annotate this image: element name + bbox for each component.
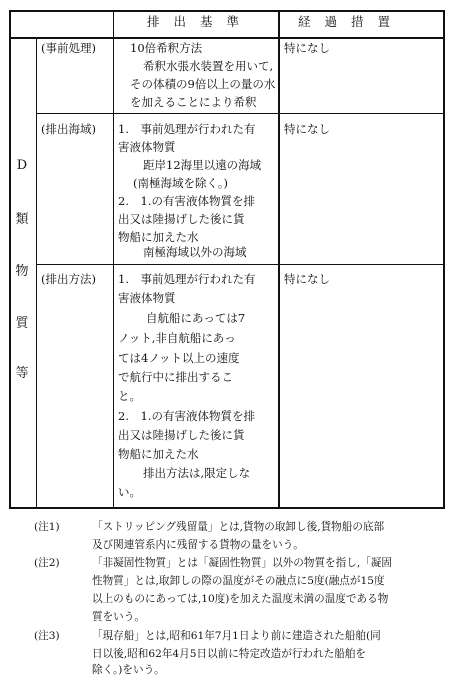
category-char-shitsu: 質 <box>15 316 29 331</box>
label-column-divider <box>113 12 114 507</box>
row-area-label: (排出海域) <box>41 122 96 136</box>
row-method-label: (排出方法) <box>41 272 96 286</box>
row-area-standard-line: 1. 事前処理が行われた有 <box>118 122 256 136</box>
header-standard: 排出基準 <box>147 14 254 29</box>
row-area-standard-line: 物船に加えた水 <box>118 230 199 244</box>
row-method-standard-line: 自航船にあっては7 <box>146 311 246 325</box>
note-3-label: (注3) <box>34 630 60 642</box>
row-method-standard-line: 2. 1.の有害液体物質を排 <box>118 409 255 423</box>
row-method-standard-line: ては4ノット以上の速度 <box>118 351 240 365</box>
note-2-line: 質をいう。 <box>92 611 145 623</box>
note-3-line: 日以後,昭和62年4月5日以前に特定改造が行われた船舶を <box>92 648 366 660</box>
row-area-standard-line: 2. 1.の有害液体物質を排 <box>118 194 255 208</box>
note-1-line: 「ストリッピング残留量」とは,貨物の取卸し後,貨物船の底部 <box>92 521 385 533</box>
row-method-standard-line: と。 <box>118 389 141 403</box>
row-pre-standard-line: 希釈水張水装置を用いて, <box>143 59 274 73</box>
note-2-line: 以上のものにあっては,10度)を加えた温度未満の温度である物 <box>92 593 389 605</box>
category-char-rui: 類 <box>15 212 29 227</box>
note-1-line: 及び関連管系内に残留する貨物の量をいう。 <box>92 539 304 551</box>
row-method-standard-line: 物船に加えた水 <box>118 447 199 461</box>
row-area-standard-line: 出又は陸揚げした後に貨 <box>118 212 245 226</box>
row-area-standard-line: 南極海域以外の海域 <box>143 245 247 259</box>
note-2-label: (注2) <box>34 557 60 569</box>
row-pre-standard-line: 10倍希釈方法 <box>130 41 203 55</box>
category-letter-d: D <box>16 158 28 173</box>
row-divider-2 <box>36 264 443 265</box>
note-3-line: 除く。)をいう。 <box>92 664 165 676</box>
row-method-standard-line: ノット,非自航船にあっ <box>118 331 236 345</box>
category-char-butsu: 物 <box>15 264 29 279</box>
category-char-tou: 等 <box>15 366 29 381</box>
row-area-standard-line: 距岸12海里以遠の海域 <box>143 158 262 172</box>
standard-column-divider <box>278 12 280 507</box>
row-pre-standard-line: その体積の9倍以上の量の水 <box>130 77 276 91</box>
note-3-line: 「現存船」とは,昭和61年7月1日より前に建造された船舶(同 <box>92 630 381 642</box>
row-method-standard-line: い。 <box>118 485 141 499</box>
row-method-standard-line: 害液体物質 <box>118 291 176 305</box>
row-area-transition: 特になし <box>284 122 330 136</box>
row-method-standard-line: で航行中に排出するこ <box>118 370 233 384</box>
category-column-divider <box>36 37 37 507</box>
row-pre-label: (事前処理) <box>41 41 96 55</box>
row-method-standard-line: 1. 事前処理が行われた有 <box>118 272 256 286</box>
header-transition: 経過措置 <box>298 14 405 29</box>
note-2-line: 「非凝固性物質」とは「凝固性物質」以外の物質を指し,「凝固 <box>92 557 392 569</box>
row-pre-standard-line: を加えることにより希釈 <box>130 95 257 109</box>
note-2-line: 性物質」とは,取卸しの際の温度がその融点に5度(融点が15度 <box>92 575 385 587</box>
row-area-standard-line: (南極海域を除く。) <box>133 176 228 190</box>
row-method-standard-line: 排出方法は,限定しな <box>143 466 251 480</box>
note-1-label: (注1) <box>34 521 60 533</box>
row-pre-transition: 特になし <box>284 41 330 55</box>
header-divider <box>11 37 443 39</box>
row-divider-1 <box>36 113 443 114</box>
row-method-transition: 特になし <box>284 272 330 286</box>
row-method-standard-line: 出又は陸揚げした後に貨 <box>118 428 245 442</box>
row-area-standard-line: 害液体物質 <box>118 140 176 154</box>
